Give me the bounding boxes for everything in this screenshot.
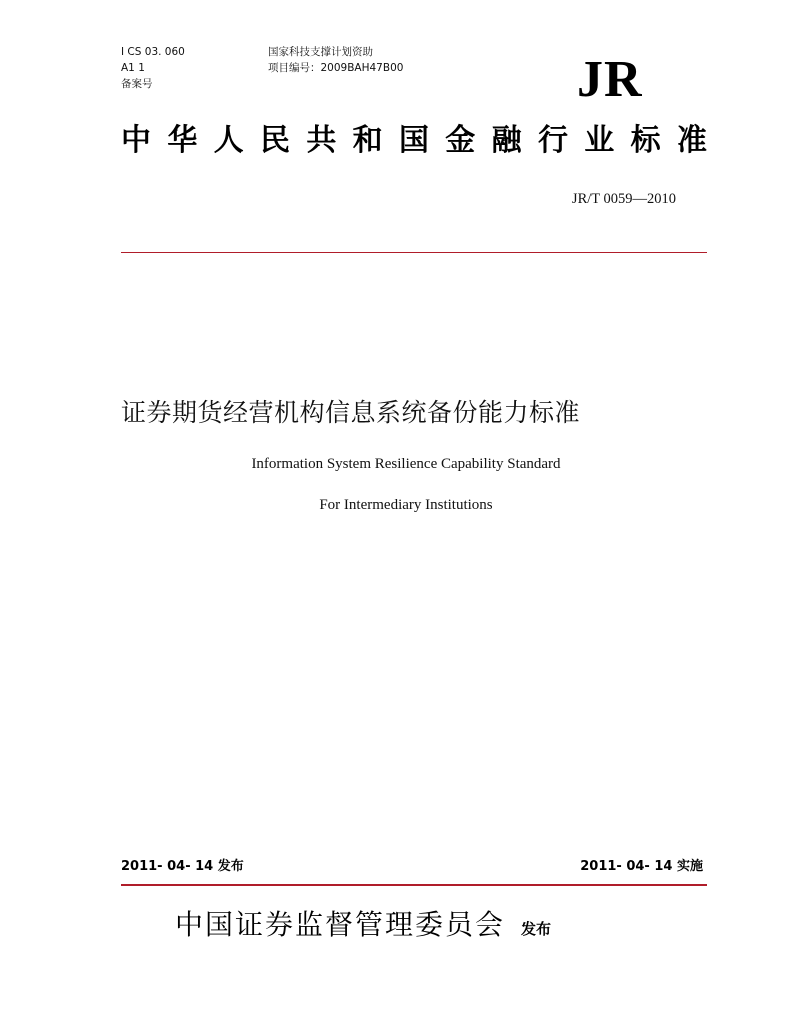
org-title-char: 人 bbox=[213, 123, 244, 158]
standard-number: JR/T 0059—2010 bbox=[571, 191, 676, 207]
class-code: A1 1 bbox=[121, 62, 145, 74]
issue-label: 发布 bbox=[217, 859, 244, 874]
record-number-label: 备案号 bbox=[121, 78, 153, 90]
org-title-char: 国 bbox=[398, 123, 429, 158]
org-title bbox=[121, 121, 707, 161]
implementation-label: 实施 bbox=[676, 859, 703, 874]
publish-label: 发布 bbox=[521, 920, 552, 938]
funding-block bbox=[268, 44, 403, 76]
bottom-divider bbox=[121, 884, 707, 886]
publisher-name: 中国证券监督管理委员会 bbox=[175, 908, 506, 941]
org-title-char: 华 bbox=[167, 123, 198, 158]
org-title-char: 标 bbox=[630, 123, 661, 158]
org-title-char: 金 bbox=[445, 123, 476, 158]
implementation-date: 2011- 04- 14 bbox=[580, 859, 673, 874]
issue-date-block bbox=[121, 857, 244, 877]
org-title-char: 业 bbox=[584, 123, 615, 158]
ics-code: I CS 03. 060 bbox=[121, 46, 185, 58]
org-title-char: 准 bbox=[676, 123, 707, 158]
implementation-date-block bbox=[580, 857, 703, 877]
document-title-cn: 证券期货经营机构信息系统备份能力标准 bbox=[121, 398, 581, 427]
org-title-char: 和 bbox=[352, 123, 383, 158]
top-divider bbox=[121, 252, 707, 253]
classification-block bbox=[121, 44, 185, 92]
document-title-en-line1: Information System Resilience Capability Standard bbox=[251, 456, 561, 472]
jr-logo: JR bbox=[577, 51, 643, 108]
org-title-char: 中 bbox=[121, 123, 151, 158]
document-title-en-line2: For Intermediary Institutions bbox=[319, 497, 493, 513]
org-title-char: 共 bbox=[306, 123, 337, 158]
funding-text: 国家科技支撑计划资助 bbox=[268, 46, 373, 58]
project-number: 项目编号：2009BAH47B00 bbox=[268, 62, 404, 74]
org-title-char: 行 bbox=[537, 123, 568, 158]
org-title-char: 民 bbox=[259, 123, 290, 158]
org-title-char: 融 bbox=[491, 123, 522, 158]
publisher-block bbox=[175, 903, 551, 947]
issue-date: 2011- 04- 14 bbox=[121, 859, 214, 874]
